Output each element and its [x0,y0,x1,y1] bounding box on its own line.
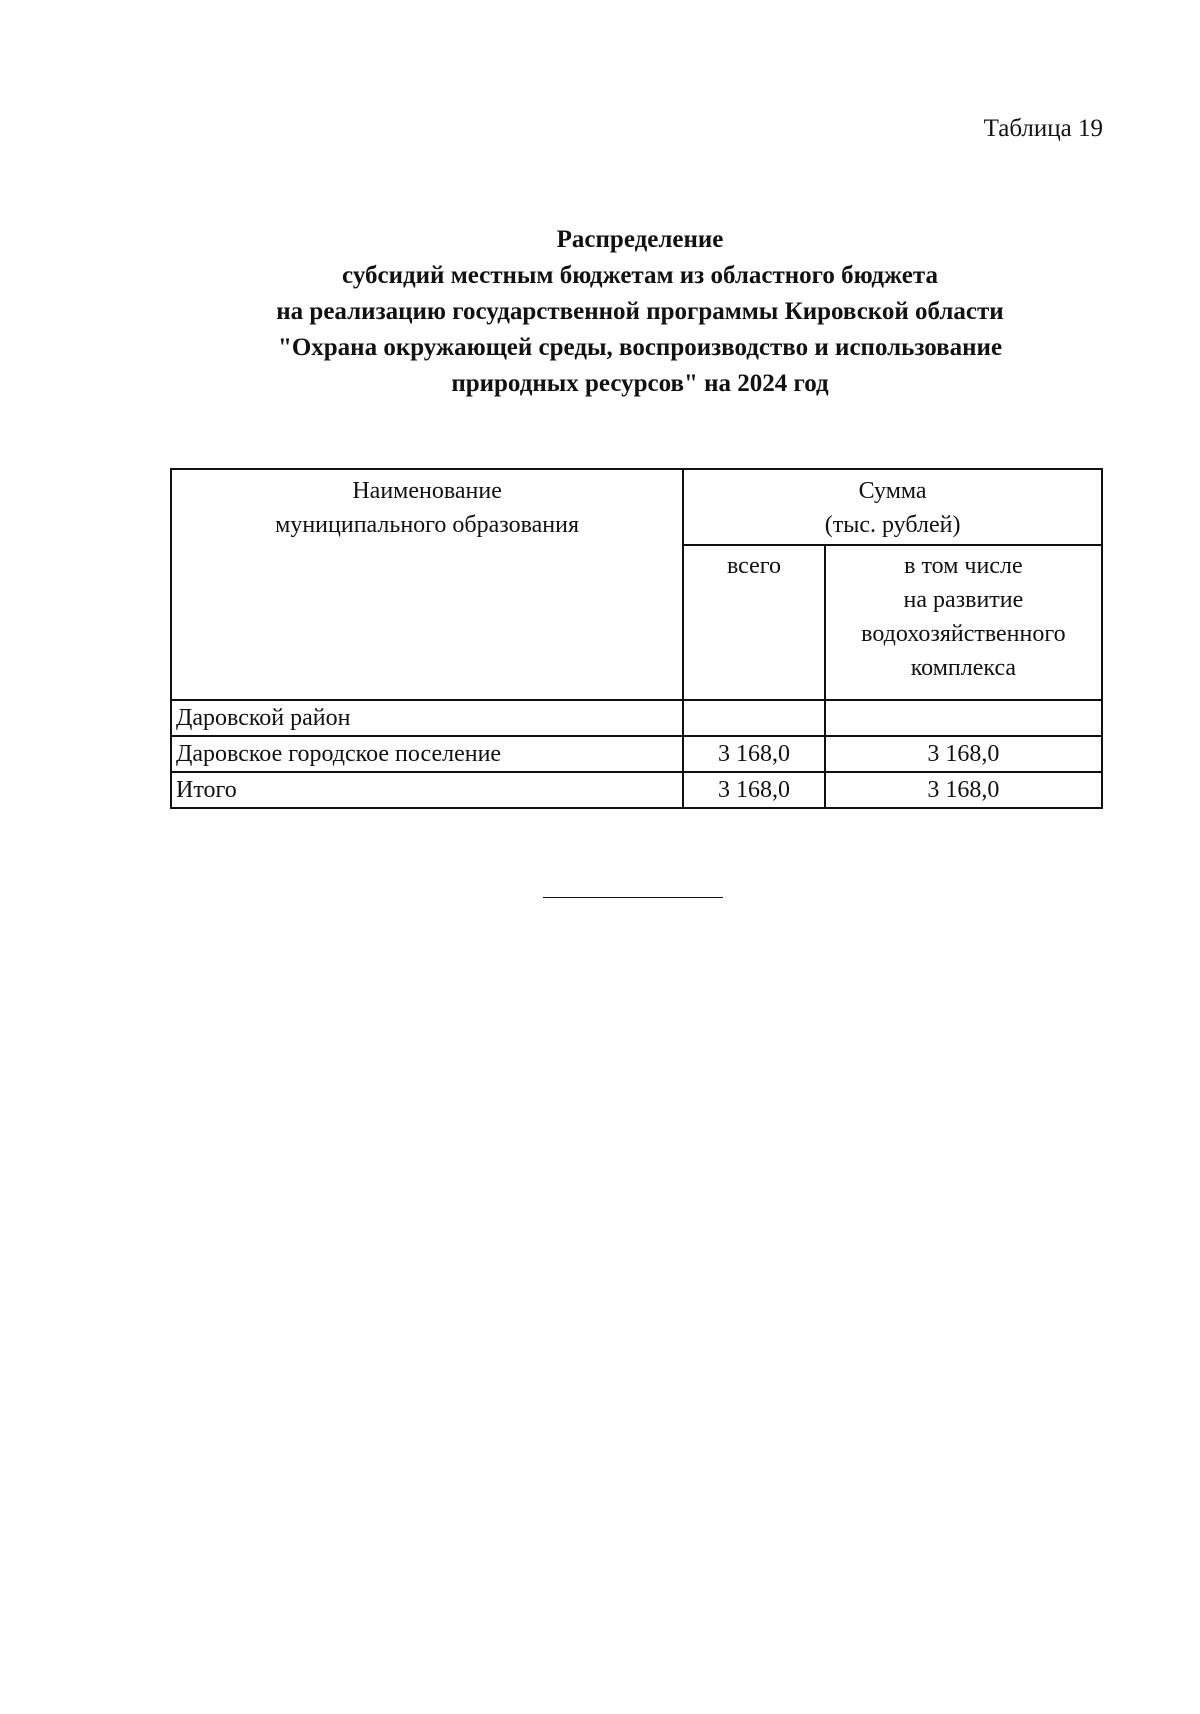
header-sum-line2: (тыс. рублей) [824,512,961,538]
subsidy-table [170,468,1103,809]
table-header-row [171,469,1102,545]
row-name: Даровской район [171,700,683,736]
table-row [171,736,1102,772]
header-including-line3: водохозяйственного [861,621,1066,647]
header-municipality [171,469,683,700]
table-number: Таблица 19 [983,115,1103,142]
row-total: 3 168,0 [683,772,825,808]
row-including [825,700,1102,736]
header-municipality-line1: Наименование [352,478,502,504]
row-total: 3 168,0 [683,736,825,772]
document-title [170,222,1110,402]
title-line: природных ресурсов" на 2024 год [451,370,829,397]
header-including-line4: комплекса [910,655,1017,681]
header-including-line2: на развитие [903,587,1024,613]
header-sum [683,469,1102,545]
header-total-label: всего [726,553,781,579]
header-including-line1: в том числе [904,553,1023,579]
title-line: "Охрана окружающей среды, воспроизводство и использование [277,334,1003,361]
header-sum-line1: Сумма [858,478,927,504]
header-total [683,545,825,700]
row-including: 3 168,0 [825,772,1102,808]
row-including: 3 168,0 [825,736,1102,772]
row-total [683,700,825,736]
header-including [825,545,1102,700]
title-line: субсидий местным бюджетам из областного бюджета [342,262,938,289]
row-name: Итого [171,772,683,808]
title-line: Распределение [556,226,724,253]
table-row-total [171,772,1102,808]
header-municipality-line2: муниципального образования [275,512,580,538]
table-row [171,700,1102,736]
title-line: на реализацию государственной программы Кировской области [276,298,1004,325]
end-divider [543,897,723,898]
row-name: Даровское городское поселение [171,736,683,772]
